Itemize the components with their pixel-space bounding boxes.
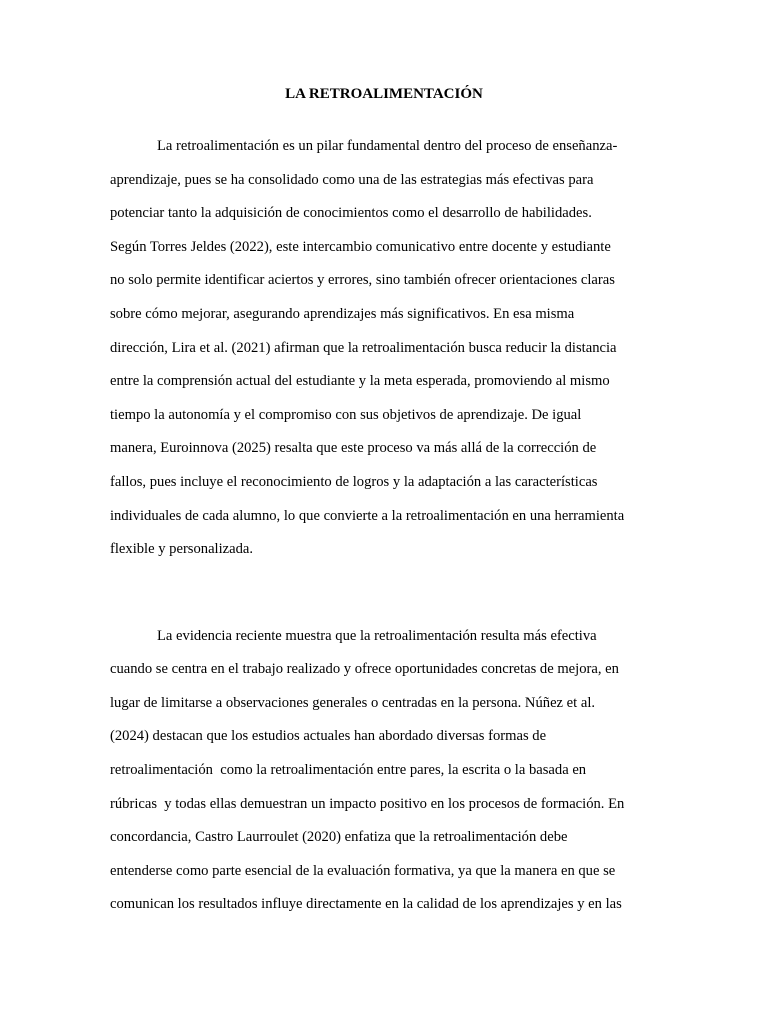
paragraph-line: concordancia, Castro Laurroulet (2020) enfatiza que la retroalimentación debe (110, 829, 568, 845)
paragraph-line: manera, Euroinnova (2025) resalta que este proceso va más allá de la corrección de (110, 440, 597, 456)
document-title: LA RETROALIMENTACIÓN (285, 86, 483, 102)
paragraph-line: potenciar tanto la adquisición de conocimientos como el desarrollo de habilidades. (110, 205, 592, 221)
paragraph-line: tiempo la autonomía y el compromiso con sus objetivos de aprendizaje. De igual (110, 407, 582, 423)
paragraph-line: entenderse como parte esencial de la evaluación formativa, ya que la manera en que se (110, 863, 616, 879)
paragraph-line: no solo permite identificar aciertos y errores, sino también ofrecer orientaciones claras (110, 272, 615, 288)
paragraph-line: entre la comprensión actual del estudiante y la meta esperada, promoviendo al mismo (110, 373, 610, 389)
paragraph-line: Según Torres Jeldes (2022), este intercambio comunicativo entre docente y estudiante (110, 239, 611, 255)
paragraph-line: retroalimentación como la retroalimentación entre pares, la escrita o la basada en (110, 762, 587, 778)
paragraph-line: individuales de cada alumno, lo que convierte a la retroalimentación en una herramienta (110, 508, 625, 524)
paragraph-line: flexible y personalizada. (110, 541, 254, 557)
paragraph-line: La retroalimentación es un pilar fundamental dentro del proceso de enseñanza- (157, 138, 618, 154)
paragraph-line: sobre cómo mejorar, asegurando aprendizajes más significativos. En esa misma (110, 306, 575, 322)
paragraph-line: rúbricas y todas ellas demuestran un impacto positivo en los procesos de formación. En (110, 796, 625, 812)
paragraph-line: aprendizaje, pues se ha consolidado como una de las estrategias más efectivas para (110, 172, 594, 188)
paragraph-line: dirección, Lira et al. (2021) afirman que la retroalimentación busca reducir la distancia (110, 340, 617, 356)
paragraph-line: comunican los resultados influye directamente en la calidad de los aprendizajes y en las (110, 896, 622, 912)
paragraph-line: (2024) destacan que los estudios actuales han abordado diversas formas de (110, 728, 547, 744)
paragraph-line: cuando se centra en el trabajo realizado y ofrece oportunidades concretas de mejora, en (110, 661, 619, 677)
paragraph-line: La evidencia reciente muestra que la retroalimentación resulta más efectiva (157, 628, 597, 644)
paragraph-line: lugar de limitarse a observaciones generales o centradas en la persona. Núñez et al. (110, 695, 596, 711)
paragraph-line: fallos, pues incluye el reconocimiento de logros y la adaptación a las características (110, 474, 598, 490)
